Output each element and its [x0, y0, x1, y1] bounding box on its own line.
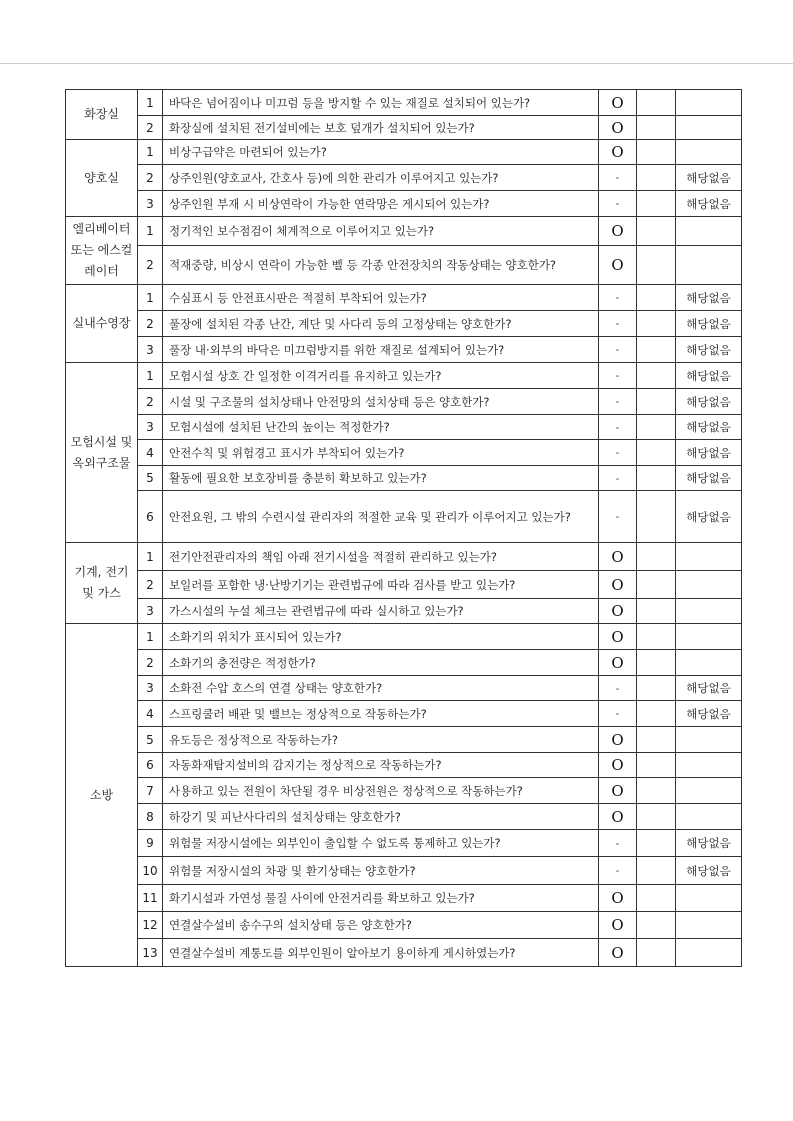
check-mark: -: [599, 415, 637, 440]
item-number: 2: [138, 389, 163, 415]
item-number: 3: [138, 599, 163, 624]
item-number: 1: [138, 543, 163, 571]
item-question: 안전수칙 및 위험경고 표시가 부착되어 있는가?: [163, 440, 599, 466]
empty-cell: [637, 650, 676, 676]
empty-cell: [637, 363, 676, 389]
empty-cell: [637, 285, 676, 311]
remark-cell: [676, 599, 742, 624]
checklist-row: [66, 389, 742, 415]
item-number: 1: [138, 90, 163, 116]
category-elevator: 엘리베이터 또는 에스컬레이터: [66, 217, 138, 285]
empty-cell: [637, 912, 676, 939]
checklist-row: [66, 217, 742, 246]
category-fire-safety: 소방: [66, 624, 138, 967]
empty-cell: [637, 337, 676, 363]
item-question: 화장실에 설치된 전기설비에는 보호 덮개가 설치되어 있는가?: [163, 116, 599, 140]
empty-cell: [637, 165, 676, 191]
checklist-row: [66, 415, 742, 440]
check-mark: O: [599, 885, 637, 912]
item-number: 4: [138, 701, 163, 727]
remark-cell: 해당없음: [676, 676, 742, 701]
checklist-row: [66, 311, 742, 337]
empty-cell: [637, 676, 676, 701]
checklist-row: [66, 543, 742, 571]
item-question: 풀장에 설치된 각종 난간, 계단 및 사다리 등의 고정상태는 양호한가?: [163, 311, 599, 337]
item-question: 상주인원 부재 시 비상연락이 가능한 연락망은 게시되어 있는가?: [163, 191, 599, 217]
empty-cell: [637, 90, 676, 116]
item-question: 유도등은 정상적으로 작동하는가?: [163, 727, 599, 753]
remark-cell: [676, 650, 742, 676]
item-number: 11: [138, 885, 163, 912]
item-question: 소화기의 충전량은 적정한가?: [163, 650, 599, 676]
item-number: 1: [138, 624, 163, 650]
item-number: 5: [138, 466, 163, 491]
empty-cell: [637, 440, 676, 466]
item-question: 모험시설 상호 간 일정한 이격거리를 유지하고 있는가?: [163, 363, 599, 389]
checklist-row: [66, 624, 742, 650]
empty-cell: [637, 727, 676, 753]
remark-cell: [676, 804, 742, 830]
item-number: 3: [138, 676, 163, 701]
category-mechanical-electrical-gas: 기계, 전기 및 가스: [66, 543, 138, 624]
checklist-row: [66, 676, 742, 701]
empty-cell: [637, 543, 676, 571]
remark-cell: 해당없음: [676, 491, 742, 543]
check-mark: O: [599, 624, 637, 650]
empty-cell: [637, 624, 676, 650]
checklist-row: [66, 753, 742, 778]
item-number: 1: [138, 217, 163, 246]
empty-cell: [637, 191, 676, 217]
empty-cell: [637, 466, 676, 491]
remark-cell: 해당없음: [676, 830, 742, 857]
item-question: 비상구급약은 마련되어 있는가?: [163, 140, 599, 165]
item-number: 1: [138, 140, 163, 165]
item-number: 13: [138, 939, 163, 967]
check-mark: -: [599, 311, 637, 337]
check-mark: O: [599, 727, 637, 753]
remark-cell: 해당없음: [676, 285, 742, 311]
remark-cell: [676, 217, 742, 246]
item-number: 7: [138, 778, 163, 804]
item-question: 바닥은 넘어짐이나 미끄럼 등을 방지할 수 있는 재질로 설치되어 있는가?: [163, 90, 599, 116]
item-number: 4: [138, 440, 163, 466]
item-question: 화기시설과 가연성 물질 사이에 안전거리를 확보하고 있는가?: [163, 885, 599, 912]
remark-cell: [676, 90, 742, 116]
item-number: 5: [138, 727, 163, 753]
empty-cell: [637, 885, 676, 912]
item-question: 모험시설에 설치된 난간의 높이는 적정한가?: [163, 415, 599, 440]
check-mark: -: [599, 191, 637, 217]
item-number: 8: [138, 804, 163, 830]
item-question: 연결살수설비 계통도를 외부인원이 알아보기 용이하게 게시하였는가?: [163, 939, 599, 967]
checklist-row: [66, 939, 742, 967]
remark-cell: 해당없음: [676, 440, 742, 466]
item-number: 2: [138, 571, 163, 599]
category-restroom: 화장실: [66, 90, 138, 140]
remark-cell: 해당없음: [676, 415, 742, 440]
checklist-row: [66, 165, 742, 191]
check-mark: -: [599, 285, 637, 311]
empty-cell: [637, 217, 676, 246]
remark-cell: [676, 543, 742, 571]
remark-cell: [676, 116, 742, 140]
check-mark: O: [599, 217, 637, 246]
empty-cell: [637, 571, 676, 599]
item-question: 상주인원(양호교사, 간호사 등)에 의한 관리가 이루어지고 있는가?: [163, 165, 599, 191]
empty-cell: [637, 246, 676, 285]
empty-cell: [637, 599, 676, 624]
checklist-row: [66, 90, 742, 116]
empty-cell: [637, 804, 676, 830]
checklist-row: [66, 285, 742, 311]
item-question: 사용하고 있는 전원이 차단될 경우 비상전원은 정상적으로 작동하는가?: [163, 778, 599, 804]
checklist-row: [66, 912, 742, 939]
item-number: 2: [138, 246, 163, 285]
empty-cell: [637, 701, 676, 727]
item-number: 3: [138, 337, 163, 363]
checklist-row: [66, 440, 742, 466]
item-number: 3: [138, 415, 163, 440]
empty-cell: [637, 778, 676, 804]
item-number: 2: [138, 165, 163, 191]
check-mark: -: [599, 857, 637, 885]
remark-cell: 해당없음: [676, 337, 742, 363]
check-mark: O: [599, 90, 637, 116]
item-question: 소화전 수압 호스의 연결 상태는 양호한가?: [163, 676, 599, 701]
check-mark: -: [599, 389, 637, 415]
empty-cell: [637, 830, 676, 857]
empty-cell: [637, 140, 676, 165]
remark-cell: 해당없음: [676, 389, 742, 415]
remark-cell: 해당없음: [676, 466, 742, 491]
item-question: 소화기의 위치가 표시되어 있는가?: [163, 624, 599, 650]
check-mark: -: [599, 337, 637, 363]
category-adventure-facility: 모험시설 및 옥외구조물: [66, 363, 138, 543]
check-mark: -: [599, 830, 637, 857]
checklist-row: [66, 804, 742, 830]
safety-checklist-table: [65, 89, 742, 967]
item-number: 1: [138, 363, 163, 389]
item-question: 전기안전관리자의 책임 아래 전기시설을 적절히 관리하고 있는가?: [163, 543, 599, 571]
remark-cell: [676, 246, 742, 285]
checklist-row: [66, 599, 742, 624]
remark-cell: [676, 753, 742, 778]
empty-cell: [637, 311, 676, 337]
item-question: 정기적인 보수점검이 체계적으로 이루어지고 있는가?: [163, 217, 599, 246]
checklist-row: [66, 885, 742, 912]
remark-cell: [676, 885, 742, 912]
remark-cell: [676, 140, 742, 165]
remark-cell: [676, 778, 742, 804]
item-question: 위험물 저장시설의 차광 및 환기상태는 양호한가?: [163, 857, 599, 885]
check-mark: O: [599, 246, 637, 285]
check-mark: O: [599, 912, 637, 939]
item-question: 시설 및 구조물의 설치상태나 안전망의 설치상태 등은 양호한가?: [163, 389, 599, 415]
item-question: 하강기 및 피난사다리의 설치상태는 양호한가?: [163, 804, 599, 830]
check-mark: O: [599, 116, 637, 140]
check-mark: O: [599, 939, 637, 967]
check-mark: O: [599, 543, 637, 571]
check-mark: O: [599, 804, 637, 830]
empty-cell: [637, 389, 676, 415]
check-mark: O: [599, 140, 637, 165]
checklist-row: [66, 701, 742, 727]
check-mark: -: [599, 440, 637, 466]
item-number: 1: [138, 285, 163, 311]
remark-cell: 해당없음: [676, 311, 742, 337]
top-rule: [0, 63, 793, 64]
checklist-row: [66, 246, 742, 285]
check-mark: O: [599, 650, 637, 676]
empty-cell: [637, 753, 676, 778]
item-number: 2: [138, 650, 163, 676]
check-mark: -: [599, 165, 637, 191]
item-question: 스프링쿨러 배관 및 밸브는 정상적으로 작동하는가?: [163, 701, 599, 727]
item-number: 3: [138, 191, 163, 217]
checklist-row: [66, 491, 742, 543]
check-mark: -: [599, 491, 637, 543]
remark-cell: 해당없음: [676, 701, 742, 727]
empty-cell: [637, 116, 676, 140]
item-number: 10: [138, 857, 163, 885]
remark-cell: 해당없음: [676, 857, 742, 885]
item-number: 2: [138, 311, 163, 337]
checklist-row: [66, 191, 742, 217]
check-mark: -: [599, 363, 637, 389]
item-question: 보일러를 포함한 냉·난방기기는 관련법규에 따라 검사를 받고 있는가?: [163, 571, 599, 599]
checklist-row: [66, 140, 742, 165]
item-question: 수심표시 등 안전표시판은 적절히 부착되어 있는가?: [163, 285, 599, 311]
remark-cell: 해당없음: [676, 165, 742, 191]
remark-cell: [676, 727, 742, 753]
item-number: 2: [138, 116, 163, 140]
checklist-body: [66, 90, 742, 967]
checklist-row: [66, 116, 742, 140]
checklist-row: [66, 650, 742, 676]
checklist-row: [66, 857, 742, 885]
item-question: 위험물 저장시설에는 외부인이 출입할 수 없도록 통제하고 있는가?: [163, 830, 599, 857]
remark-cell: [676, 939, 742, 967]
category-indoor-pool: 실내수영장: [66, 285, 138, 363]
item-question: 가스시설의 누설 체크는 관련법규에 따라 실시하고 있는가?: [163, 599, 599, 624]
empty-cell: [637, 857, 676, 885]
item-question: 자동화재탐지설비의 감지기는 정상적으로 작동하는가?: [163, 753, 599, 778]
checklist-row: [66, 337, 742, 363]
check-mark: O: [599, 778, 637, 804]
checklist-row: [66, 363, 742, 389]
remark-cell: 해당없음: [676, 363, 742, 389]
item-question: 적재중량, 비상시 연락이 가능한 벨 등 각종 안전장치의 작동상태는 양호한가?: [163, 246, 599, 285]
item-question: 안전요원, 그 밖의 수련시설 관리자의 적절한 교육 및 관리가 이루어지고 있는가?: [163, 491, 599, 543]
empty-cell: [637, 939, 676, 967]
item-number: 6: [138, 491, 163, 543]
checklist-row: [66, 727, 742, 753]
check-mark: -: [599, 466, 637, 491]
category-infirmary: 양호실: [66, 140, 138, 217]
item-number: 12: [138, 912, 163, 939]
remark-cell: 해당없음: [676, 191, 742, 217]
checklist-row: [66, 571, 742, 599]
remark-cell: [676, 912, 742, 939]
remark-cell: [676, 624, 742, 650]
check-mark: O: [599, 599, 637, 624]
empty-cell: [637, 415, 676, 440]
check-mark: O: [599, 753, 637, 778]
item-question: 연결살수설비 송수구의 설치상태 등은 양호한가?: [163, 912, 599, 939]
check-mark: O: [599, 571, 637, 599]
check-mark: -: [599, 676, 637, 701]
checklist-row: [66, 778, 742, 804]
empty-cell: [637, 491, 676, 543]
item-number: 9: [138, 830, 163, 857]
check-mark: -: [599, 701, 637, 727]
checklist-row: [66, 830, 742, 857]
checklist-row: [66, 466, 742, 491]
item-question: 활동에 필요한 보호장비를 충분히 확보하고 있는가?: [163, 466, 599, 491]
item-question: 풀장 내·외부의 바닥은 미끄럼방지를 위한 재질로 설계되어 있는가?: [163, 337, 599, 363]
remark-cell: [676, 571, 742, 599]
item-number: 6: [138, 753, 163, 778]
